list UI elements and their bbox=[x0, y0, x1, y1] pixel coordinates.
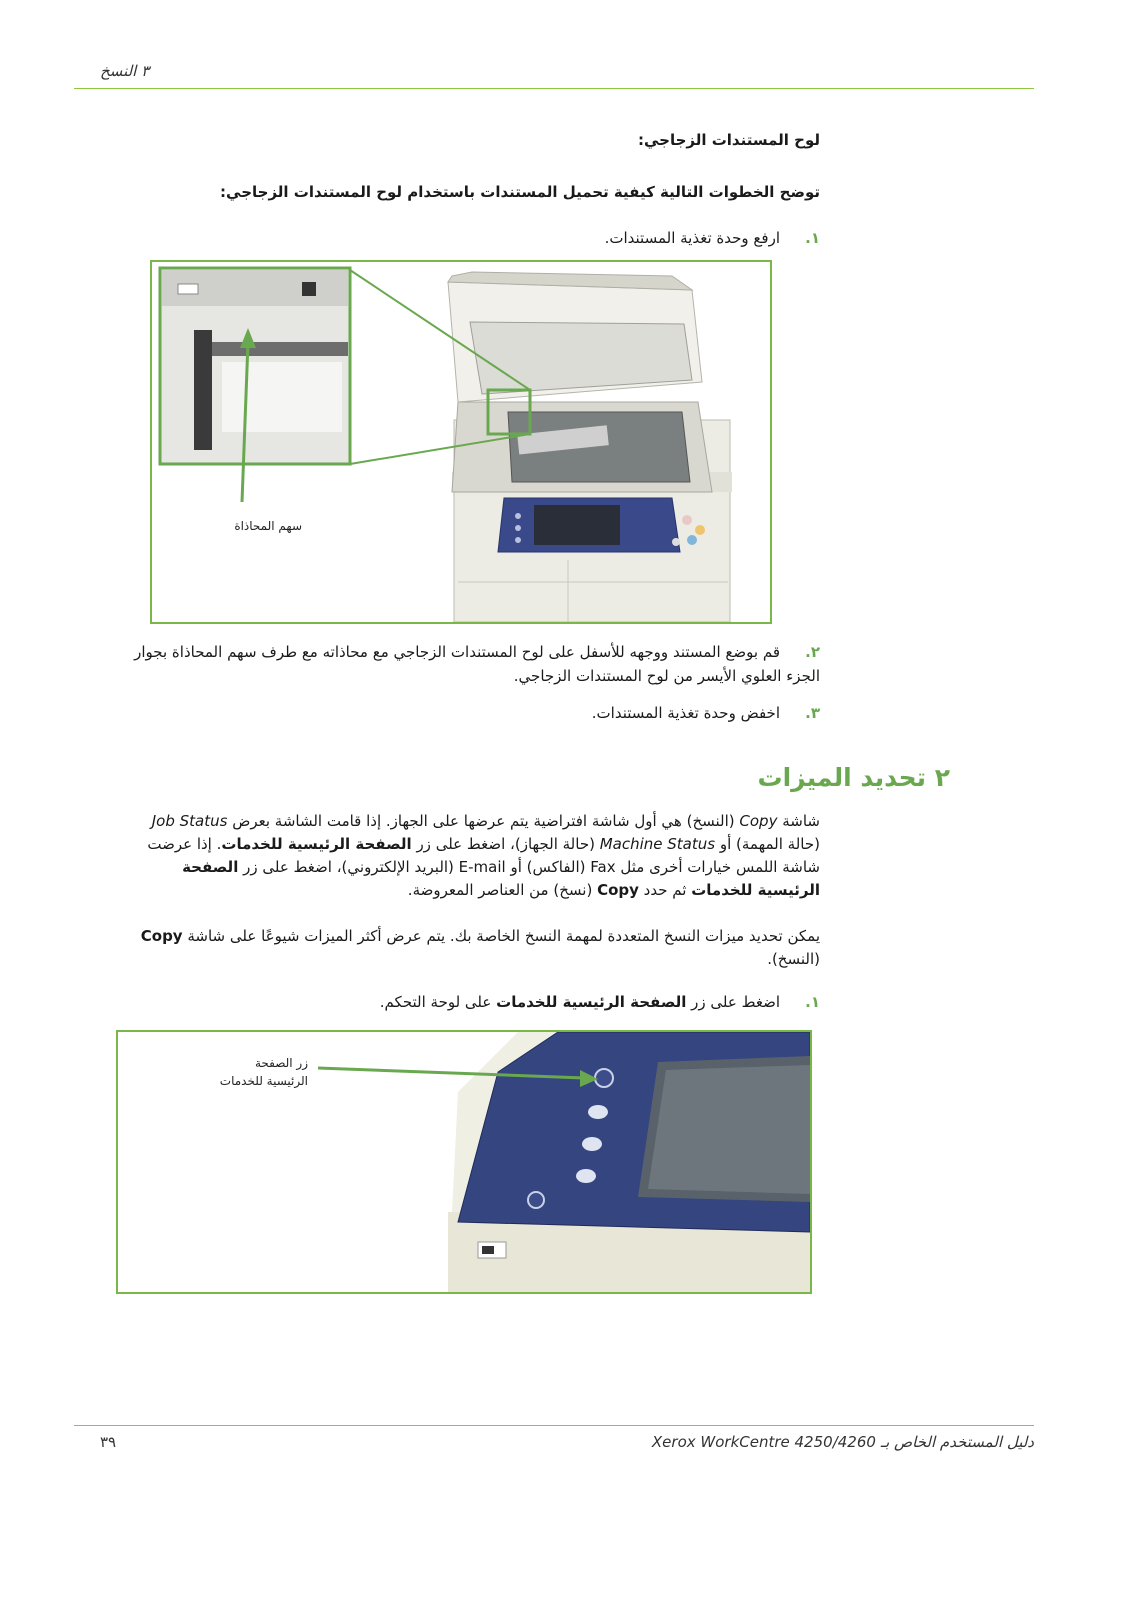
section-heading: لوح المستندات الزجاجي: bbox=[637, 131, 820, 149]
step-number: ٢. bbox=[805, 643, 820, 661]
para-text: (نسخ) من العناصر المعروضة. bbox=[407, 881, 598, 899]
copy-term: Copy bbox=[739, 812, 778, 830]
para-text: ثم حدد bbox=[638, 881, 692, 899]
step-text: على لوحة التحكم. bbox=[379, 993, 497, 1011]
para-text: يمكن تحديد ميزات النسخ المتعددة لمهمة النسخ الخاصة بك. يتم عرض أكثر الميزات شيوعًا على شاشة bbox=[182, 927, 820, 945]
page-footer bbox=[100, 1433, 1034, 1455]
machine-status-term: Machine Status bbox=[599, 835, 716, 853]
section-subheading: توضح الخطوات التالية كيفية تحميل المستندات باستخدام لوح المستندات الزجاجي: bbox=[220, 183, 820, 201]
services-home-term: الصفحة الرئيسية للخدمات bbox=[182, 858, 820, 899]
section-title: ٢ تحديد الميزات bbox=[757, 763, 950, 792]
step-text: قم بوضع المستند ووجهه للأسفل على لوح المستندات الزجاجي مع محاذاته مع طرف سهم المحاذاة بجوار الجزء العلوي الأيسر من لوح المستندات الزجاجي. bbox=[134, 643, 820, 685]
copy-term: Copy bbox=[140, 927, 183, 945]
figure-control-panel bbox=[116, 1030, 812, 1294]
intro-paragraph bbox=[120, 810, 820, 902]
step-text: اخفض وحدة تغذية المستندات. bbox=[591, 704, 780, 722]
step-3 bbox=[120, 701, 820, 725]
step-text: ارفع وحدة تغذية المستندات. bbox=[604, 229, 780, 247]
caption-line: الرئيسية للخدمات bbox=[219, 1074, 308, 1088]
caption-line: زر الصفحة bbox=[254, 1056, 308, 1070]
chapter-label: ٣ النسخ bbox=[100, 62, 150, 80]
footer-title: دليل المستخدم الخاص بـ Xerox WorkCentre 4250/4260 bbox=[651, 1433, 1034, 1451]
copier-illustration bbox=[152, 262, 770, 622]
header-divider bbox=[74, 88, 1034, 89]
para-text: (النسخ) هي أول شاشة افتراضية يتم عرضها على الجهاز. إذا قامت الشاشة بعرض bbox=[227, 812, 740, 830]
alignment-arrow-caption: سهم المحاذاة bbox=[234, 519, 302, 533]
features-paragraph bbox=[120, 925, 820, 971]
para-text: (حالة المهمة) أو bbox=[715, 835, 820, 853]
para-text: (حالة الجهاز)، اضغط على زر bbox=[411, 835, 600, 853]
page-header bbox=[74, 62, 1034, 84]
para-text: (النسخ). bbox=[767, 950, 820, 968]
job-status-term: Job Status bbox=[151, 812, 228, 830]
step-number: ٣. bbox=[805, 704, 820, 722]
step-2 bbox=[120, 640, 820, 688]
para-text: شاشة bbox=[777, 812, 820, 830]
page-number: ٣٩ bbox=[100, 1433, 117, 1451]
footer-divider bbox=[74, 1425, 1034, 1426]
step-text: اضغط على زر bbox=[686, 993, 780, 1011]
step-number: ١. bbox=[805, 229, 820, 247]
para-text: . إذا عرضت شاشة اللمس خيارات أخرى مثل Fax (الفاكس) أو E-mail (البريد الإلكتروني)، اضغط على زر bbox=[147, 835, 820, 876]
services-home-caption bbox=[188, 1054, 308, 1090]
services-home-term: الصفحة الرئيسية للخدمات bbox=[221, 835, 412, 853]
copy-term: Copy bbox=[597, 881, 639, 899]
step-1 bbox=[120, 226, 820, 250]
step-number: ١. bbox=[805, 993, 820, 1011]
services-home-term: الصفحة الرئيسية للخدمات bbox=[496, 993, 687, 1011]
section2-step-1 bbox=[120, 990, 820, 1014]
figure-document-glass bbox=[150, 260, 772, 624]
